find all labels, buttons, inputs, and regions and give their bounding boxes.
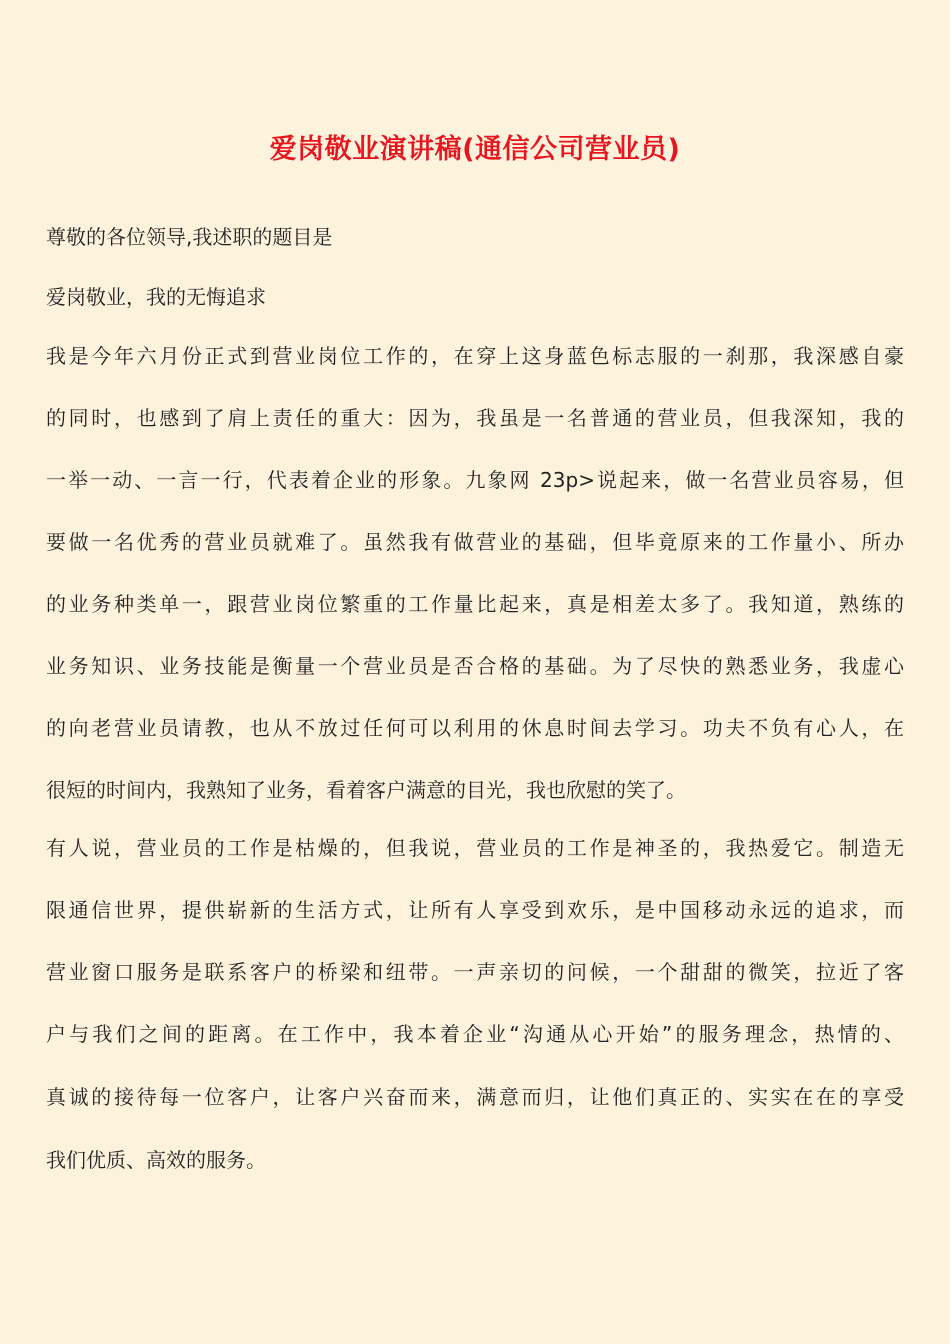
paragraph-1-line-5: 的业务种类单一，跟营业岗位繁重的工作量比起来，真是相差太多了。我知道，熟练的 <box>46 592 904 616</box>
paragraph-1-line-2: 的同时，也感到了肩上责任的重大：因为，我虽是一名普通的营业员，但我深知，我的 <box>46 406 904 430</box>
paragraph-2-line-5: 真诚的接待每一位客户，让客户兴奋而来，满意而归，让他们真正的、实实在在的享受 <box>46 1085 904 1109</box>
paragraph-1-line-8: 很短的时间内，我熟知了业务，看着客户满意的目光，我也欣慰的笑了。 <box>46 778 686 802</box>
paragraph-1-line-6: 业务知识、业务技能是衡量一个营业员是否合格的基础。为了尽快的熟悉业务，我虚心 <box>46 654 904 678</box>
paragraph-1-line-3: 一举一动、一言一行，代表着企业的形象。九象网 23p>说起来，做一名营业员容易，但 <box>46 468 904 492</box>
paragraph-1-line-4: 要做一名优秀的营业员就难了。虽然我有做营业的基础，但毕竟原来的工作量小、所办 <box>46 530 904 554</box>
paragraph-2-line-1: 有人说，营业员的工作是枯燥的，但我说，营业员的工作是神圣的，我热爱它。制造无 <box>46 836 904 860</box>
paragraph-2-line-3: 营业窗口服务是联系客户的桥梁和纽带。一声亲切的问候，一个甜甜的微笑，拉近了客 <box>46 960 904 984</box>
document-title: 爱岗敬业演讲稿(通信公司营业员) <box>269 134 681 165</box>
salutation-line: 尊敬的各位领导,我述职的题目是 <box>46 225 333 249</box>
speech-topic-line: 爱岗敬业，我的无悔追求 <box>46 285 266 309</box>
paragraph-1-line-7: 的向老营业员请教，也从不放过任何可以利用的休息时间去学习。功夫不负有心人，在 <box>46 716 904 740</box>
paragraph-2-line-6: 我们优质、高效的服务。 <box>46 1148 266 1172</box>
paragraph-1-line-1: 我是今年六月份正式到营业岗位工作的，在穿上这身蓝色标志服的一刹那，我深感自豪 <box>46 344 904 368</box>
paragraph-2-line-4: 户与我们之间的距离。在工作中，我本着企业“沟通从心开始”的服务理念，热情的、 <box>46 1022 904 1046</box>
paragraph-2-line-2: 限通信世界，提供崭新的生活方式，让所有人享受到欢乐，是中国移动永远的追求，而 <box>46 898 904 922</box>
